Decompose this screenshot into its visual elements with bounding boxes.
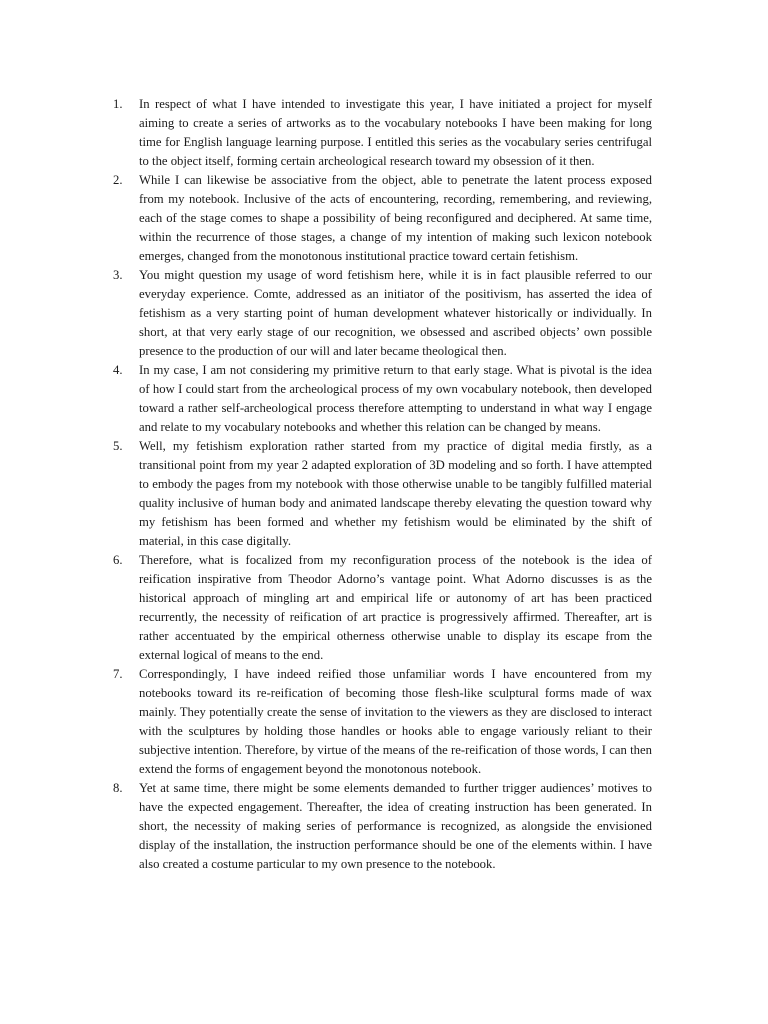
list-number: 1. (113, 97, 123, 111)
list-item (112, 551, 652, 665)
list-item-text: In my case, I am not considering my primitive return to that early stage. What is pivotal is the idea of how I could start from the archeological process of my own vocabulary notebook, then developed toward a rather self-archeological process therefore attempting to understand in what way I engage and relate to my vocabulary notebooks and whether this relation can be changed by means. (139, 363, 652, 434)
list-item-text: Well, my fetishism exploration rather started from my practice of digital media firstly, as a transitional point from my year 2 adapted exploration of 3D modeling and so forth. I have attempted to embody the pages from my notebook with those otherwise unable to be tangibly fulfilled material quality inclusive of human body and animated landscape thereby elevating the question toward why my fetishism has been formed and whether my fetishism would be eliminated by the shift of material, in this case digitally. (139, 439, 652, 548)
list-item (112, 437, 652, 551)
list-number: 4. (113, 363, 123, 377)
list-item-text: While I can likewise be associative from the object, able to penetrate the latent process exposed from my notebook. Inclusive of the acts of encountering, recording, remembering, and reviewing, each of the stage comes to shape a possibility of being reconfigured and deciphered. At same time, within the recurrence of those stages, a change of my intention of making such lexicon notebook emerges, changed from the monotonous institutional practice toward certain fetishism. (139, 173, 652, 263)
list-item-text: Therefore, what is focalized from my reconfiguration process of the notebook is the idea of reification inspirative from Theodor Adorno’s vantage point. What Adorno discusses is as the historical approach of mingling art and empirical life or autonomy of art has been practiced recurrently, the necessity of reification of art practice is progressively affirmed. Thereafter, art is rather accentuated by the empirical otherness otherwise unable to display its escape from the external logical of means to the end. (139, 553, 652, 662)
list-number: 5. (113, 439, 123, 453)
list-number: 6. (113, 553, 123, 567)
list-item-text: Yet at same time, there might be some elements demanded to further trigger audiences’ motives to have the expected engagement. Thereafter, the idea of creating instruction has been generated. In short, the necessity of making series of performance is recognized, as alongside the envisioned display of the installation, the instruction performance should be one of the elements within. I have also created a costume particular to my own presence to the notebook. (139, 781, 652, 871)
list-item (112, 95, 652, 171)
list-item-text: In respect of what I have intended to investigate this year, I have initiated a project for myself aiming to create a series of artworks as to the vocabulary notebooks I have been making for long time for English language learning purpose. I entitled this series as the vocabulary series centrifugal to the object itself, forming certain archeological research toward my obsession of it then. (139, 97, 652, 168)
list-item (112, 779, 652, 874)
list-number: 8. (113, 781, 123, 795)
list-item (112, 361, 652, 437)
list-item (112, 171, 652, 266)
list-number: 7. (113, 667, 123, 681)
list-item (112, 665, 652, 779)
list-number: 3. (113, 268, 123, 282)
list-number: 2. (113, 173, 123, 187)
list-item-text: Correspondingly, I have indeed reified those unfamiliar words I have encountered from my notebooks toward its re-reification of becoming those flesh-like sculptural forms made of wax mainly. They potentially create the sense of invitation to the viewers as they are disclosed to interact with the sculptures by holding those handles or hooks able to engage variously reliant to their subjective intention. Therefore, by virtue of the means of the re-reification of those words, I can then extend the forms of engagement beyond the monotonous notebook. (139, 667, 652, 776)
list-item (112, 266, 652, 361)
list-item-text: You might question my usage of word fetishism here, while it is in fact plausible referred to our everyday experience. Comte, addressed as an initiator of the positivism, has asserted the idea of fetishism as a very starting point of human development whatever historically or individually. In short, at that very early stage of our recognition, we obsessed and ascribed objects’ own possible presence to the production of our will and later became theological then. (139, 268, 652, 358)
numbered-list (112, 95, 652, 874)
